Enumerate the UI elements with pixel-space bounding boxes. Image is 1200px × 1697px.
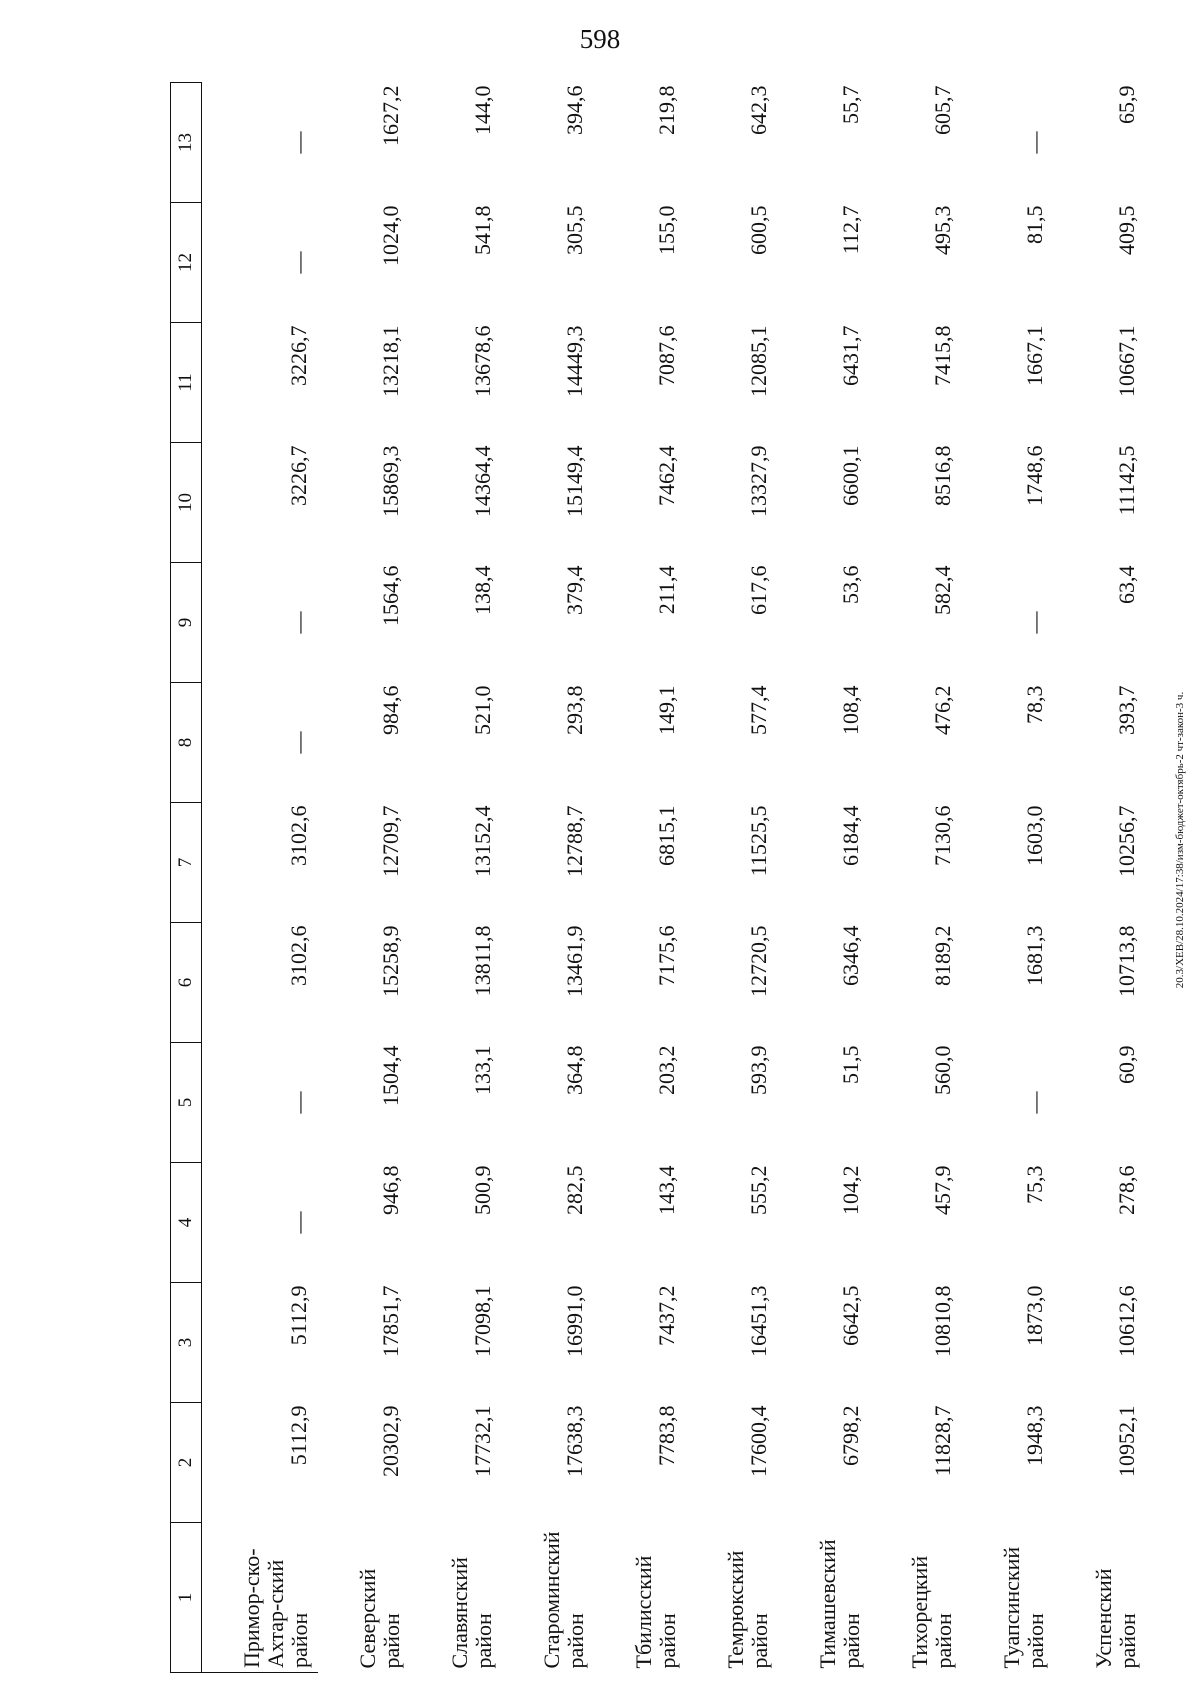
table-cell: 3226,7 (286, 445, 311, 506)
table-cell: 11828,7 (930, 1405, 955, 1477)
table-row (318, 83, 410, 1673)
table-cell: 1948,3 (1022, 1405, 1047, 1466)
table-cell: 211,4 (654, 565, 679, 615)
table-row (686, 83, 778, 1673)
table-cell: 457,9 (930, 1165, 955, 1215)
table-cell: 476,2 (930, 685, 955, 735)
footer-note: 20.3/ХЕВ/28.10.2024/17:38/изм-бюджет-октябрь-2 чт-закон-3 ч. (1174, 691, 1186, 989)
table-cell: 1504,4 (378, 1045, 403, 1106)
table-cell: 13152,4 (470, 805, 495, 877)
table-cell: 605,7 (930, 85, 955, 135)
district-name: Староминский район (539, 1531, 588, 1669)
table-cell: 293,8 (562, 685, 587, 735)
column-header: 9 (171, 563, 202, 683)
table-cell: 16991,0 (562, 1285, 587, 1357)
table-cell: — (286, 731, 311, 754)
district-name: Тихорецкий район (907, 1555, 956, 1669)
table-cell: 13218,1 (378, 325, 403, 397)
table-cell: 495,3 (930, 205, 955, 255)
table-cell: 17638,3 (562, 1405, 587, 1477)
table-cell: 13327,9 (746, 445, 771, 517)
budget-table (170, 82, 1146, 1673)
table-cell: 10952,1 (1114, 1405, 1139, 1477)
table-cell: — (286, 251, 311, 274)
table-cell: 10256,7 (1114, 805, 1139, 877)
table-cell: 17851,7 (378, 1285, 403, 1357)
table-row (1054, 83, 1146, 1673)
column-header: 2 (171, 1403, 202, 1523)
table-cell: 593,9 (746, 1045, 771, 1095)
table-cell: 149,1 (654, 685, 679, 735)
table-cell: 17732,1 (470, 1405, 495, 1477)
table-cell: 6600,1 (838, 445, 863, 506)
table-cell: 7087,6 (654, 325, 679, 386)
table-cell: 104,2 (838, 1165, 863, 1215)
column-header: 10 (171, 443, 202, 563)
table-cell: 364,8 (562, 1045, 587, 1095)
table-cell: 15149,4 (562, 445, 587, 517)
table-cell: 394,6 (562, 85, 587, 135)
table-cell: 144,0 (470, 85, 495, 135)
table-cell: 6798,2 (838, 1405, 863, 1466)
table-cell: 984,6 (378, 685, 403, 735)
table-cell: 17098,1 (470, 1285, 495, 1357)
column-header: 1 (171, 1523, 202, 1673)
table-cell: 7437,2 (654, 1285, 679, 1346)
table-cell: 946,8 (378, 1165, 403, 1215)
district-name: Тбилисский район (631, 1555, 680, 1669)
table-cell: 15869,3 (378, 445, 403, 517)
table-cell: 555,2 (746, 1165, 771, 1215)
table-cell: 3102,6 (286, 925, 311, 986)
table-cell: 393,7 (1114, 685, 1139, 735)
table-cell: 6184,4 (838, 805, 863, 866)
table-cell: 14364,4 (470, 445, 495, 517)
table-cell: 155,0 (654, 205, 679, 255)
table-cell: 577,4 (746, 685, 771, 735)
column-header: 6 (171, 923, 202, 1043)
table-cell: 409,5 (1114, 205, 1139, 255)
table-row (502, 83, 594, 1673)
table-cell: — (1022, 611, 1047, 634)
table-cell: 5112,9 (286, 1405, 311, 1466)
table-body (202, 83, 1147, 1673)
table-cell: — (286, 1091, 311, 1114)
table-cell: 20302,9 (378, 1405, 403, 1477)
district-name: Тимашевский район (815, 1539, 864, 1669)
table-cell: 1564,6 (378, 565, 403, 626)
table-cell: 55,7 (838, 85, 863, 124)
column-header: 12 (171, 203, 202, 323)
table-row (778, 83, 870, 1673)
table-cell: 11525,5 (746, 805, 771, 877)
table-cell: 617,6 (746, 565, 771, 615)
page-number: 598 (579, 24, 621, 54)
table-cell: 17600,4 (746, 1405, 771, 1477)
table-cell: 642,3 (746, 85, 771, 135)
table-cell: 7415,8 (930, 325, 955, 386)
district-name: Темрюкский район (723, 1550, 772, 1669)
table-cell: 6431,7 (838, 325, 863, 386)
table-cell: 14449,3 (562, 325, 587, 397)
table-cell: 500,9 (470, 1165, 495, 1215)
table-cell: 12720,5 (746, 925, 771, 997)
table-cell: 282,5 (562, 1165, 587, 1215)
table-cell: 1667,1 (1022, 325, 1047, 386)
column-header: 11 (171, 323, 202, 443)
table-cell: 53,6 (838, 565, 863, 604)
table-cell: 379,4 (562, 565, 587, 615)
table-cell: 6346,4 (838, 925, 863, 986)
table-cell: 10612,6 (1114, 1285, 1139, 1357)
table-cell: 600,5 (746, 205, 771, 255)
table-row (202, 83, 319, 1673)
table-cell: 1024,0 (378, 205, 403, 266)
table-cell: 582,4 (930, 565, 955, 615)
column-header: 4 (171, 1163, 202, 1283)
table-cell: 1603,0 (1022, 805, 1047, 866)
column-header: 3 (171, 1283, 202, 1403)
column-header: 7 (171, 803, 202, 923)
table-cell: 81,5 (1022, 205, 1047, 244)
table-cell: 15258,9 (378, 925, 403, 997)
table-cell: 6815,1 (654, 805, 679, 866)
table-cell: 133,1 (470, 1045, 495, 1095)
table-cell: 63,4 (1114, 565, 1139, 604)
table-cell: — (1022, 131, 1047, 154)
table-cell: 138,4 (470, 565, 495, 615)
table-cell: 541,8 (470, 205, 495, 255)
table-row (870, 83, 962, 1673)
table-cell: — (1022, 1091, 1047, 1114)
table-cell: 143,4 (654, 1165, 679, 1215)
table-cell: 3102,6 (286, 805, 311, 866)
table-cell: 219,8 (654, 85, 679, 135)
table-cell: 8189,2 (930, 925, 955, 986)
table-cell: 5112,9 (286, 1285, 311, 1346)
rotated-table-sheet (170, 83, 1140, 1673)
table-cell: 1748,6 (1022, 445, 1047, 506)
table-cell: 51,5 (838, 1045, 863, 1084)
table-cell: 7462,4 (654, 445, 679, 506)
table-row (594, 83, 686, 1673)
table-cell: 521,0 (470, 685, 495, 735)
table-cell: 7783,8 (654, 1405, 679, 1466)
table-cell: 305,5 (562, 205, 587, 255)
table-cell: 1873,0 (1022, 1285, 1047, 1346)
district-name: Туапсинский район (999, 1546, 1048, 1669)
table-cell: 3226,7 (286, 325, 311, 386)
table-cell: 13678,6 (470, 325, 495, 397)
table-cell: 10713,8 (1114, 925, 1139, 997)
district-name: Славянский район (447, 1557, 496, 1669)
column-header: 5 (171, 1043, 202, 1163)
table-cell: 203,2 (654, 1045, 679, 1095)
table-cell: 7175,6 (654, 925, 679, 986)
table-cell: 12709,7 (378, 805, 403, 877)
table-cell: 278,6 (1114, 1165, 1139, 1215)
table-cell: 13811,8 (470, 925, 495, 997)
table-cell: 1627,2 (378, 85, 403, 146)
table-cell: 112,7 (838, 205, 863, 255)
table-cell: 65,9 (1114, 85, 1139, 124)
table-cell: 560,0 (930, 1045, 955, 1095)
column-number-row (171, 83, 202, 1673)
table-cell: 75,3 (1022, 1165, 1047, 1204)
table-cell: 16451,3 (746, 1285, 771, 1357)
table-cell: 7130,6 (930, 805, 955, 866)
table-cell: 12788,7 (562, 805, 587, 877)
district-name: Примор-ско-Ахтар-ский район (202, 1523, 319, 1673)
table-cell: 11142,5 (1114, 445, 1139, 516)
column-header: 13 (171, 83, 202, 203)
table-cell: 10810,8 (930, 1285, 955, 1357)
table-cell: — (286, 131, 311, 154)
table-cell: 10667,1 (1114, 325, 1139, 397)
district-name: Северский район (355, 1568, 404, 1669)
district-name: Успенский район (1091, 1568, 1140, 1669)
table-cell: 60,9 (1114, 1045, 1139, 1084)
table-cell: 1681,3 (1022, 925, 1047, 986)
table-cell: 6642,5 (838, 1285, 863, 1346)
table-cell: 8516,8 (930, 445, 955, 506)
table-cell: 108,4 (838, 685, 863, 735)
table-row (410, 83, 502, 1673)
table-cell: 78,3 (1022, 685, 1047, 724)
table-cell: 12085,1 (746, 325, 771, 397)
table-row (962, 83, 1054, 1673)
column-header: 8 (171, 683, 202, 803)
table-cell: 13461,9 (562, 925, 587, 997)
table-cell: — (286, 611, 311, 634)
table-cell: — (286, 1211, 311, 1234)
